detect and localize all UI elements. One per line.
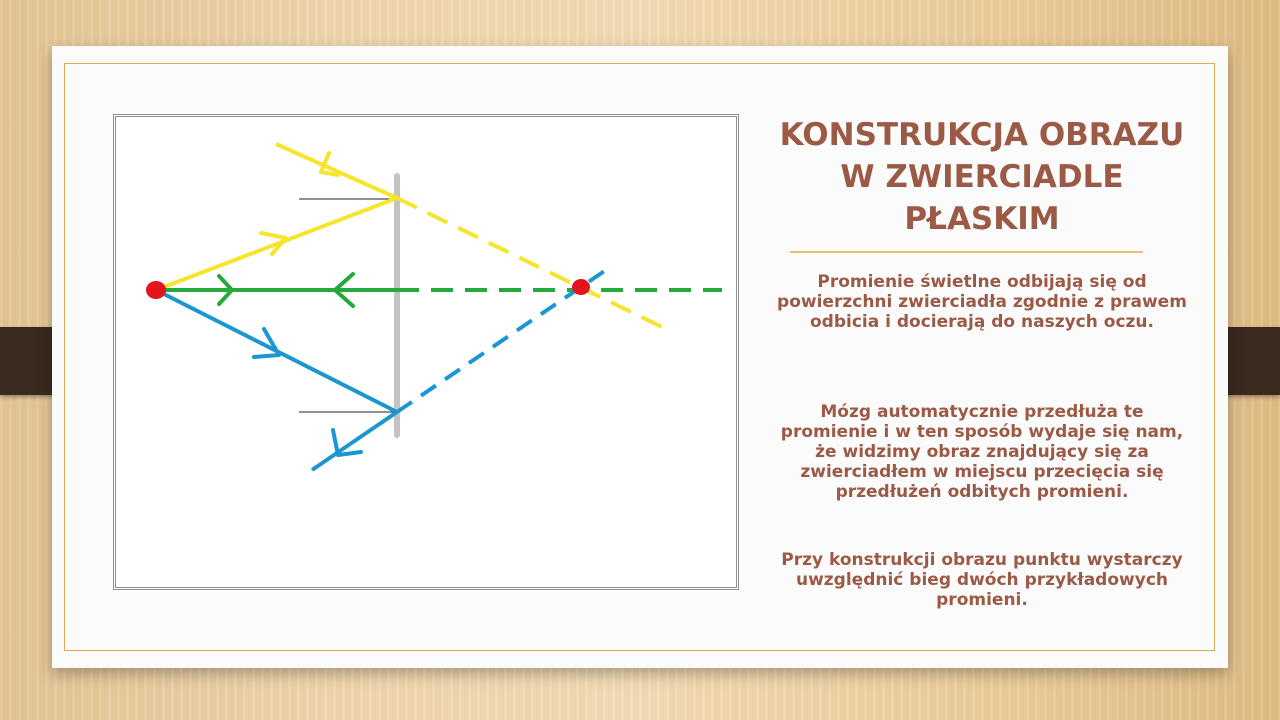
image-point bbox=[572, 279, 590, 295]
blue-arrow-reflected bbox=[333, 430, 361, 455]
title-line-2: W ZWIERCIADLE bbox=[840, 159, 1124, 195]
yellow-ray-extension bbox=[397, 198, 664, 328]
plane-mirror-diagram bbox=[116, 117, 736, 587]
diagram-frame bbox=[113, 114, 739, 590]
title-line-3: PŁASKIM bbox=[904, 201, 1060, 237]
yellow-ray-incident bbox=[156, 198, 397, 290]
yellow-ray-reflected bbox=[276, 144, 397, 198]
paragraph-brain-extension: Mózg automatycznie przedłuża te promienie i w ten sposób wydaje się nam, że widzimy obraz znajdujący się za zwierciadłem w miejscu przecięcia się przedłużeń odbitych promieni. bbox=[780, 402, 1184, 502]
paragraph-two-rays: Przy konstrukcji obrazu punktu wystarczy uwzględnić bieg dwóch przykładowych promieni. bbox=[781, 550, 1183, 610]
slide-paper bbox=[52, 46, 1228, 668]
slide-title bbox=[764, 114, 1200, 240]
blue-ray-reflected bbox=[312, 412, 397, 470]
title-divider bbox=[790, 251, 1143, 253]
title-line-1: KONSTRUKCJA OBRAZU bbox=[779, 117, 1185, 153]
object-point bbox=[146, 281, 166, 299]
paragraph-reflection: Promienie świetlne odbijają się od powierzchni zwierciadła zgodnie z prawem odbicia i docierają do naszych oczu. bbox=[777, 272, 1187, 332]
